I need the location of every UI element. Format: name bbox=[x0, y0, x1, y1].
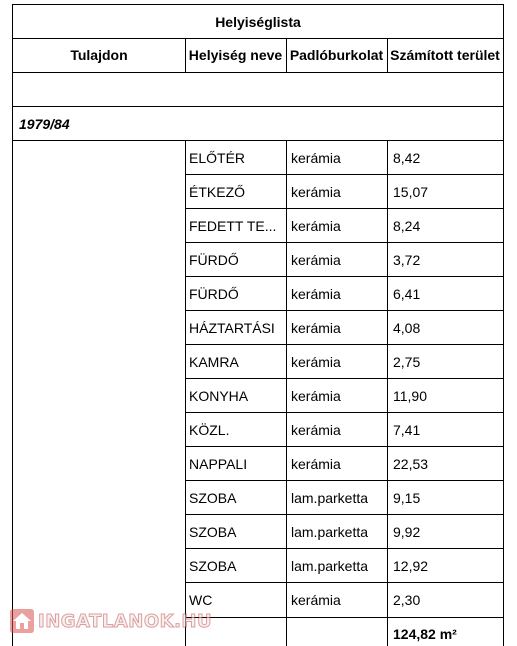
header-room-name: Helyiség neve bbox=[188, 47, 283, 63]
floor-covering-cell: kerámia bbox=[291, 184, 341, 200]
watermark bbox=[10, 606, 212, 636]
room-name-cell: NAPPALI bbox=[189, 456, 248, 472]
room-name-cell: ÉTKEZŐ bbox=[189, 184, 246, 200]
area-cell: 7,41 bbox=[393, 422, 421, 438]
floor-covering-cell: lam.parketta bbox=[291, 490, 369, 506]
floor-covering-cell: kerámia bbox=[291, 320, 341, 336]
room-name-cell: KÖZL. bbox=[189, 422, 230, 438]
floor-covering-cell: kerámia bbox=[291, 218, 341, 234]
header-divider bbox=[286, 39, 287, 73]
floor-covering-cell: kerámia bbox=[291, 422, 341, 438]
total-area: 124,82 m² bbox=[393, 626, 457, 642]
area-cell: 3,72 bbox=[393, 252, 421, 268]
room-name-cell: FÜRDŐ bbox=[189, 286, 239, 302]
area-cell: 4,08 bbox=[393, 320, 421, 336]
watermark-text: INGATLANOK.HU bbox=[38, 610, 213, 632]
column-divider bbox=[185, 141, 186, 646]
room-name-cell: SZOBA bbox=[189, 558, 237, 574]
header-area: Számított terület bbox=[390, 47, 500, 63]
floor-covering-cell: kerámia bbox=[291, 150, 341, 166]
area-cell: 9,92 bbox=[393, 524, 421, 540]
room-name-cell: HÁZTARTÁSI bbox=[189, 320, 275, 336]
floor-covering-cell: kerámia bbox=[291, 388, 341, 404]
floor-covering-cell: kerámia bbox=[291, 354, 341, 370]
area-cell: 2,30 bbox=[393, 592, 421, 608]
room-name-cell: SZOBA bbox=[189, 490, 237, 506]
area-cell: 6,41 bbox=[393, 286, 421, 302]
header-floor-covering: Padlóburkolat bbox=[289, 47, 384, 63]
section-row bbox=[13, 107, 503, 141]
area-cell: 8,24 bbox=[393, 218, 421, 234]
area-cell: 12,92 bbox=[393, 558, 429, 574]
area-cell: 9,15 bbox=[393, 490, 421, 506]
header-row bbox=[13, 39, 503, 73]
area-cell: 22,53 bbox=[393, 456, 429, 472]
room-name-cell: ELŐTÉR bbox=[189, 150, 246, 166]
area-cell: 15,07 bbox=[393, 184, 429, 200]
area-cell: 2,75 bbox=[393, 354, 421, 370]
column-divider bbox=[286, 141, 287, 646]
floor-covering-cell: lam.parketta bbox=[291, 558, 369, 574]
room-name-cell: KAMRA bbox=[189, 354, 239, 370]
table-title: Helyiséglista bbox=[215, 14, 301, 30]
area-cell: 8,42 bbox=[393, 150, 421, 166]
header-owner: Tulajdon bbox=[70, 47, 128, 63]
column-divider bbox=[387, 141, 388, 646]
empty-row bbox=[13, 73, 503, 107]
room-list-table bbox=[12, 4, 504, 646]
header-divider bbox=[185, 39, 186, 73]
floor-covering-cell: kerámia bbox=[291, 592, 341, 608]
floor-covering-cell: kerámia bbox=[291, 456, 341, 472]
house-logo-icon bbox=[10, 609, 34, 633]
room-name-cell: KONYHA bbox=[189, 388, 249, 404]
room-name-cell: WC bbox=[189, 592, 213, 608]
room-name-cell: SZOBA bbox=[189, 524, 237, 540]
section-label: 1979/84 bbox=[19, 116, 70, 132]
floor-covering-cell: kerámia bbox=[291, 252, 341, 268]
header-divider bbox=[387, 39, 388, 73]
room-name-cell: FEDETT TE... bbox=[189, 218, 277, 234]
floor-covering-cell: kerámia bbox=[291, 286, 341, 302]
table-title-row bbox=[13, 4, 503, 39]
area-cell: 11,90 bbox=[393, 388, 427, 404]
floor-covering-cell: lam.parketta bbox=[291, 524, 369, 540]
room-name-cell: FÜRDŐ bbox=[189, 252, 239, 268]
